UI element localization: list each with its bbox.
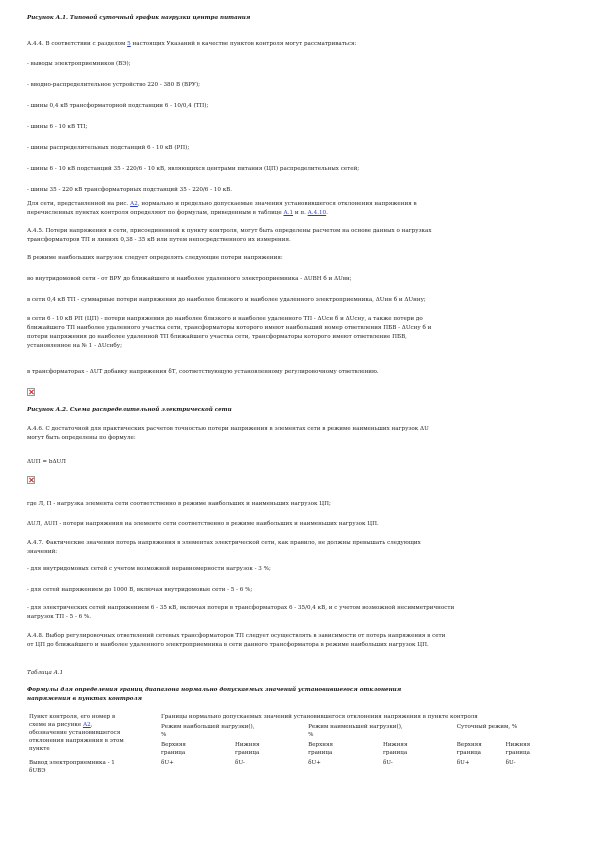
list-item: - для внутридомовых сетей с учетом возможной неравномерности нагрузок - 3 %; [27, 566, 271, 572]
paragraph-a44-text: А.4.4. В соответствии с разделом [27, 41, 128, 47]
paragraph-fig-ref-text: Для сети, представленной на рис. [27, 201, 131, 207]
mode-label: Режим наибольшей нагрузки(), [161, 724, 255, 730]
broken-image-icon [27, 476, 35, 484]
paragraph-a47-line: значений: [27, 549, 58, 555]
subheader-line: Верхняя [161, 742, 186, 748]
table-cell: δU- [505, 760, 516, 766]
paragraph-a48 [27, 632, 572, 650]
paragraph-fig-ref-text: перечисленных пунктах контроля определяют по формулам, приведенным в таблице [27, 210, 284, 216]
table-subheader-upper [306, 740, 381, 758]
table-cell: δU+ [308, 760, 321, 766]
subheader-line: Нижняя [505, 742, 531, 748]
link-figure-a2[interactable]: А2 [82, 722, 91, 728]
paragraph-network-04kv: в сети 0,4 кВ ТП - суммарные потери напряжения до наиболее близкого и наиболее удаленного электроприемника, ΔUнн б и ΔUнну; [27, 297, 426, 303]
paragraph-where: где Л, П - нагрузка элемента сети соответственно в режиме наибольших и наименьших нагрузок ЦП; [27, 501, 331, 507]
subheader-line: Нижняя [235, 742, 260, 748]
list-item: - шины 35 - 220 кВ трансформаторных подстанций 35 - 220/6 - 10 кВ. [27, 187, 233, 193]
table-subheader-lower [504, 740, 552, 758]
list-item: - для сетей напряжением до 1000 В, включая внутридомовые сети - 5 - 6 %; [27, 587, 253, 593]
paragraph-a44-text-end: настоящих Указаний в качестве пунктов контроля могут рассматриваться: [130, 41, 357, 47]
subheader-line: граница [456, 750, 482, 756]
header-line: пункте [29, 746, 50, 752]
table-subheader-lower [233, 740, 306, 758]
paragraph-a48-line: А.4.8. Выбор регулировочных ответвлений сетевых трансформаторов ТП следует осуществлять в зависимости от потерь напряжения в сети [27, 633, 446, 639]
mode-unit: % [308, 732, 314, 738]
paragraph-a45 [27, 227, 572, 245]
header-line: отклонения напряжения в этом [29, 738, 124, 744]
subheader-line: граница [235, 750, 260, 756]
subheader-line: Верхняя [308, 742, 334, 748]
table-cell: δU+ [161, 760, 174, 766]
table-caption-line: напряжения в пунктах контроля [27, 696, 142, 702]
limits-table [27, 712, 552, 776]
paragraph-transformers: в трансформаторах - ΔUТ добавку напряжения δТ, соответствующую установленному регулировочному ответвлению. [27, 369, 379, 375]
paragraph-a46 [27, 425, 572, 443]
list-item: - шины 6 - 10 кВ подстанций 35 - 220/6 - 10 кВ, являющихся центрами питания (ЦП) распределительных сетей; [27, 166, 360, 172]
paragraph-electric-6-35 [27, 604, 572, 622]
table-header-cell-mode-max [159, 722, 306, 740]
table-subheader-upper [455, 740, 504, 758]
paragraph-network-line: установленное на № 1 - ΔUснбу; [27, 343, 122, 349]
paragraph-a45-line: А.4.5. Потери напряжения в сети, присоединенной к пункту контроля, могут быть определены расчетом на основе данных о нагрузках [27, 228, 432, 234]
table-header-cell-control-point [27, 712, 159, 758]
table-cell: δU+ [456, 760, 470, 766]
paragraph-fig-ref [27, 200, 572, 218]
paragraph-internal-network: во внутридомовой сети - от ВРУ до ближайшего и наиболее удаленного электроприемника - ΔUВН б и ΔUвн; [27, 276, 352, 282]
paragraph-a44 [27, 40, 572, 49]
link-a410[interactable]: А.4.10 [307, 210, 327, 216]
table-header-cell-limits: Границы нормально допускаемых значений установившегося отклонения напряжения в пункте контроля [161, 714, 478, 720]
paragraph-network-line: ближайшего ТП наиболее удаленного участка сети, трансформаторы которого имеют наибольший номер ответвления ПБВ - ΔUсну б и [27, 325, 432, 331]
table-title: Таблица А.1 [27, 670, 64, 676]
link-table-a1[interactable]: А.1 [283, 210, 294, 216]
mode-unit: % [161, 732, 167, 738]
subheader-line: граница [161, 750, 186, 756]
paragraph-a46-line: А.4.6. С достаточной для практических расчетов точностью потери напряжения в элементах сети в режиме наименьших нагрузок ΔU [27, 426, 429, 432]
formula: ΔUП = bΔUЛ [27, 459, 66, 465]
subheader-line: граница [382, 750, 408, 756]
table-caption-line: Формулы для определения границ диапазона нормально допускаемых значений установившегося отклонения [27, 687, 402, 693]
paragraph-mode: В режиме наибольших нагрузок следует определять следующие потери напряжения: [27, 255, 283, 261]
table-subheader-lower [381, 740, 455, 758]
paragraph-electric-line: - для электрических сетей напряжением 6 - 35 кВ, включая потери в трансформаторах 6 - 35/0,4 кВ, и с учетом возможной несимметричности [27, 605, 455, 611]
paragraph-network-6-10kv [27, 315, 572, 351]
list-item: - вводно-распределительное устройство 220 - 380 В (ВРУ); [27, 82, 201, 88]
header-line: Пункт контроля, его номер в [29, 714, 116, 720]
header-line: обозначение установившегося [29, 730, 121, 736]
subheader-line: Верхняя [456, 742, 482, 748]
paragraph-a47 [27, 539, 572, 557]
paragraph-fig-ref-text: , нормально и предельно допускаемые значения установившегося отклонения напряжения в [137, 201, 417, 207]
list-item: - шины распределительных подстанций 6 - 10 кВ (РП); [27, 145, 190, 151]
paragraph-a46-line: могут быть определены по формуле: [27, 435, 136, 441]
figure-a1-caption: Рисунок А.1. Типовой суточный график нагрузки центра питания [27, 15, 251, 21]
paragraph-a45-line: трансформаторов ТП и линиях 0,38 - 35 кВ или путем непосредственного их измерения. [27, 237, 291, 243]
paragraph-a47-line: А.4.7. Фактические значения потерь напряжения в элементах электрической сети, как правило, не должны превышать следующих [27, 540, 421, 546]
table-cell-row-label [27, 758, 159, 776]
table-header-cell-mode-min [306, 722, 455, 740]
paragraph-a48-line: от ЦП до ближайшего и наиболее удаленного электроприемника в сети данного трансформатора в режиме наибольших нагрузок ЦП. [27, 642, 429, 648]
row-label-line: δUВЭ [29, 768, 46, 774]
paragraph-fig-ref-text: . [326, 210, 328, 216]
figure-a2-caption: Рисунок А.2. Схема распределительной электрической сети [27, 407, 232, 413]
table-cell: δU- [382, 760, 393, 766]
paragraph-fig-ref-text: и п. [293, 210, 308, 216]
header-line: , [90, 722, 93, 728]
paragraph-electric-line: нагрузок ТП - 5 - 6 %. [27, 614, 92, 620]
header-line: схеме на рисунке [29, 722, 83, 728]
table-row [27, 758, 552, 776]
paragraph-network-line: потери напряжения до наиболее удаленной ТП ближайшего участка сети, трансформаторы которого имеют ответвление ПБВ, [27, 334, 407, 340]
paragraph-delta-u: ΔUЛ, ΔUП - потери напряжения на элементе сети соответственно в режиме наибольших и наименьших нагрузок ЦП. [27, 521, 379, 527]
broken-image-icon [27, 388, 35, 396]
subheader-line: граница [505, 750, 530, 756]
table-cell: δU- [235, 760, 245, 766]
table-row [27, 712, 552, 722]
table-caption [27, 686, 572, 704]
subheader-line: граница [308, 750, 333, 756]
list-item: - выводы электроприемников (ВЭ); [27, 61, 131, 67]
mode-label: Режим наименьшей нагрузки(), [308, 724, 403, 730]
link-section-5[interactable]: 5 [127, 41, 131, 47]
list-item: - шины 0,4 кВ трансформаторной подстанции 6 - 10/0,4 (ТП); [27, 103, 209, 109]
row-label-line: Вывод электроприемника - 1 [29, 760, 115, 766]
list-item: - шины 6 - 10 кВ ТП; [27, 124, 88, 130]
subheader-line: Нижняя [382, 742, 408, 748]
table-subheader-upper [159, 740, 233, 758]
paragraph-network-line: в сети 6 - 10 кВ РП (ЦП) - потери напряжения до наиболее близкого и наиболее удаленного ТП - ΔUсн б и ΔUсну, а также потери до [27, 316, 423, 322]
link-figure-a2[interactable]: А2 [130, 201, 138, 207]
table-header-cell-mode-daily: Суточный режим, % [456, 724, 518, 730]
